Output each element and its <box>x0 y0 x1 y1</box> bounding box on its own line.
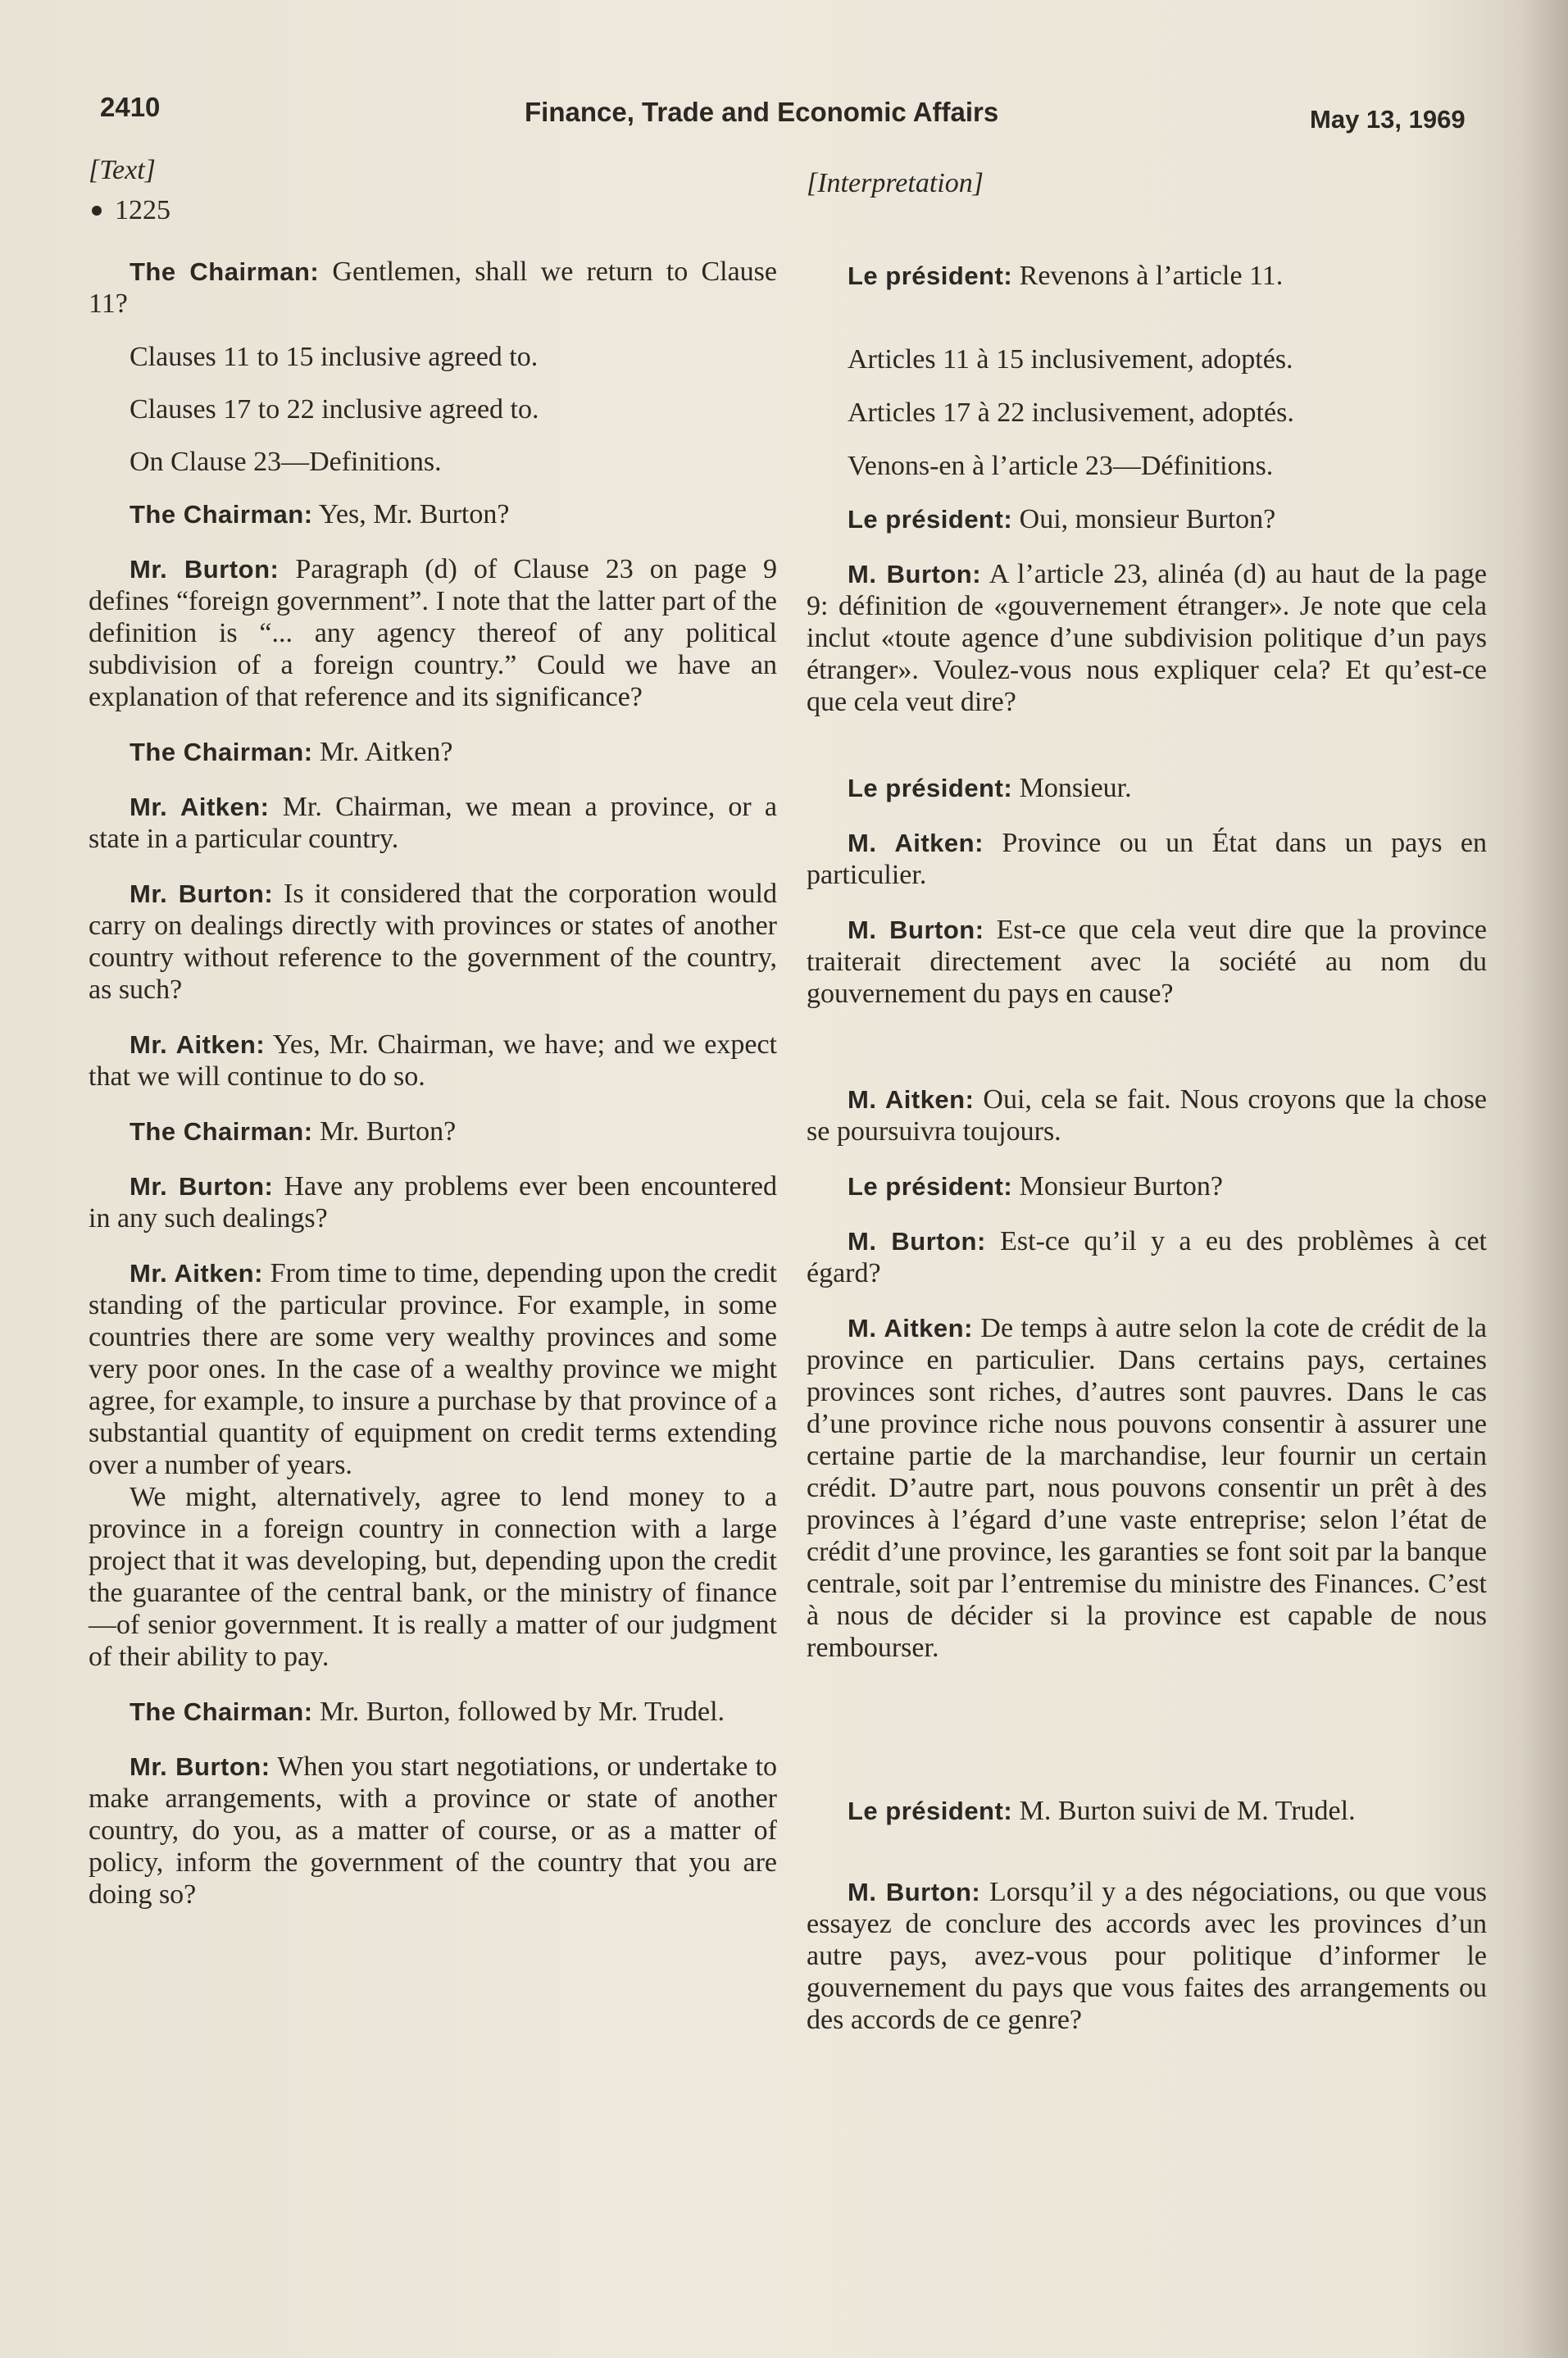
speech-text: Clauses 17 to 22 inclusive agreed to. <box>130 394 539 425</box>
transcript-paragraph <box>807 343 1487 375</box>
transcript-paragraph <box>807 1876 1487 2036</box>
speaker-name: Le président: <box>848 1797 1013 1825</box>
transcript-paragraph <box>89 393 777 425</box>
transcript-paragraph <box>89 1481 777 1673</box>
transcript-paragraph <box>89 446 777 478</box>
speech-text: Mr. Burton? <box>312 1116 457 1147</box>
transcript-paragraph <box>807 1170 1487 1202</box>
speech-text: Oui, monsieur Burton? <box>1012 504 1276 534</box>
speech-text: Est-ce que cela veut dire que la province traiterait directement avec la société au nom du gouvernement du pays en cause? <box>807 915 1487 1009</box>
speaker-name: Le président: <box>848 1172 1013 1201</box>
speaker-name: The Chairman: <box>130 500 313 529</box>
french-column <box>807 154 1487 2036</box>
speaker-name: M. Aitken: <box>848 829 984 857</box>
transcript-paragraph <box>89 256 777 320</box>
speaker-name: The Chairman: <box>130 738 313 766</box>
transcript-paragraph <box>807 1084 1487 1147</box>
transcript-paragraph <box>807 1795 1487 1827</box>
speaker-name: M. Burton: <box>848 1878 981 1906</box>
speaker-name: The Chairman: <box>130 257 320 286</box>
speech-text: A l’article 23, alinéa (d) au haut de la page 9: définition de «gouvernement étranger». Je note que cela inclut «toute agence d’une subdivision politique d’un pays étranger». Voulez-vous nous expliquer cela? Et qu’est-ce que cela veut dire? <box>807 559 1487 717</box>
speech-text: Yes, Mr. Chairman, we have; and we expect that we will continue to do so. <box>89 1029 777 1092</box>
transcript-paragraph <box>807 1225 1487 1289</box>
speech-text: Monsieur Burton? <box>1012 1171 1224 1202</box>
speech-text: We might, alternatively, agree to lend money to a province in a foreign country in connection with a large project that it was developing, but, depending upon the credit the guarantee of the central bank, or the ministry of finance—of senior government. It is really a matter of our judgment of their ability to pay. <box>89 1482 777 1672</box>
speaker-name: Mr. Aitken: <box>130 1030 266 1059</box>
speech-text: Lorsqu’il y a des négociations, ou que vous essayez de conclure des accords avec les provinces d’un autre pays, avez-vous pour politique d’informer le gouvernement du pays que vous faites des arrangements ou des accords de ce genre? <box>807 1877 1487 2035</box>
time-marker-value: 1225 <box>115 195 170 225</box>
speech-text: From time to time, depending upon the credit standing of the particular province. For example, in some countries there are some very wealthy provinces and some very poor ones. In the case of a wealthy province we might agree, for example, to insure a purchase by that province of a substantial quantity of equipment on credit terms extending over a number of years. <box>89 1258 777 1480</box>
transcript-paragraph <box>89 878 777 1006</box>
header-date: May 13, 1969 <box>1310 105 1466 134</box>
speech-text: Articles 11 à 15 inclusivement, adoptés. <box>848 344 1293 375</box>
transcript-paragraph <box>807 1312 1487 1664</box>
speaker-name: M. Burton: <box>848 560 982 588</box>
transcript-paragraph <box>89 791 777 855</box>
speaker-name: The Chairman: <box>130 1117 313 1146</box>
speech-text: Mr. Chairman, we mean a province, or a state in a particular country. <box>89 792 777 854</box>
column-tag-interpretation: [Interpretation] <box>807 168 984 198</box>
speaker-name: Mr. Aitken: <box>130 793 270 821</box>
column-tag-text: [Text] <box>89 155 156 185</box>
page-number: 2410 <box>100 92 161 122</box>
speech-text: Est-ce qu’il y a eu des problèmes à cet égard? <box>807 1226 1487 1288</box>
speaker-name: Le président: <box>848 774 1013 802</box>
transcript-paragraph <box>89 341 777 373</box>
transcript-paragraph <box>89 1696 777 1728</box>
speech-text: Paragraph (d) of Clause 23 on page 9 defines “foreign government”. I note that the latter part of the definition is “... any agency thereof of any political subdivision of a foreign country.” Could we have an explanation of that reference and its significance? <box>89 554 777 712</box>
transcript-paragraph <box>807 772 1487 804</box>
speech-text: Is it considered that the corporation would carry on dealings directly with provinces or states of another country without reference to the government of the country, as such? <box>89 879 777 1005</box>
transcript-paragraph <box>807 914 1487 1010</box>
speech-text: When you start negotiations, or undertake to make arrangements, with a province or state of another country, do you, as a matter of course, or as a matter of policy, inform the government of the country that you are doing so? <box>89 1751 777 1910</box>
speaker-name: M. Burton: <box>848 915 984 944</box>
speech-text: Articles 17 à 22 inclusivement, adoptés. <box>848 398 1294 428</box>
transcript-paragraph <box>807 397 1487 429</box>
transcript-paragraph <box>89 1170 777 1234</box>
speaker-name: The Chairman: <box>130 1697 313 1726</box>
speaker-name: Le président: <box>848 261 1013 290</box>
speech-text: Yes, Mr. Burton? <box>312 499 510 529</box>
transcript-paragraph <box>89 1257 777 1481</box>
transcript-paragraph <box>89 498 777 530</box>
transcript-paragraph <box>807 450 1487 482</box>
speaker-name: M. Aitken: <box>848 1085 975 1114</box>
speaker-name: M. Aitken: <box>848 1314 973 1343</box>
speech-text: Revenons à l’article 11. <box>1012 261 1284 291</box>
transcript-paragraph <box>89 1115 777 1147</box>
running-header <box>0 92 1568 141</box>
transcript-paragraph <box>807 260 1487 292</box>
speaker-name: Mr. Aitken: <box>130 1259 263 1288</box>
speech-text: On Clause 23—Definitions. <box>130 447 442 477</box>
speech-text: De temps à autre selon la cote de crédit de la province en particulier. Dans certains pays, certaines provinces sont riches, d’autres sont pauvres. Dans le cas d’une province riche nous pouvons consentir à assurer une certaine partie de la marchandise, leur fournir un certain crédit. D’autre part, nous pouvons consentir un prêt à des provinces à l’égard d’une vaste entreprise; selon l’état de crédit d’une province, les garanties se font soit par la banque centrale, soit par l’entremise du ministre des Finances. C’est à nous de décider si la province est capable de nous rembourser. <box>807 1313 1487 1663</box>
speech-text: Gentlemen, shall we return to Clause 11? <box>89 257 777 319</box>
transcript-paragraph <box>807 558 1487 718</box>
speech-text: Mr. Aitken? <box>312 737 453 767</box>
speech-text: Oui, cela se fait. Nous croyons que la chose se poursuivra toujours. <box>807 1084 1487 1147</box>
transcript-paragraph <box>807 503 1487 535</box>
speech-text: Clauses 11 to 15 inclusive agreed to. <box>130 342 539 372</box>
speech-text: Province ou un État dans un pays en particulier. <box>807 828 1487 890</box>
speech-text: Monsieur. <box>1012 773 1132 803</box>
time-marker <box>89 194 777 226</box>
transcript-paragraph <box>89 1029 777 1093</box>
speaker-name: Mr. Burton: <box>130 879 274 908</box>
speaker-name: Mr. Burton: <box>130 1752 270 1781</box>
speaker-name: Le président: <box>848 505 1013 534</box>
transcript-paragraph <box>89 1751 777 1910</box>
english-column <box>89 154 777 1910</box>
running-title: Finance, Trade and Economic Affairs <box>525 97 999 127</box>
speech-text: M. Burton suivi de M. Trudel. <box>1012 1796 1356 1826</box>
speech-text: Mr. Burton, followed by Mr. Trudel. <box>312 1697 725 1727</box>
bullet-icon <box>92 206 102 216</box>
speech-text: Have any problems ever been encountered in any such dealings? <box>89 1171 777 1234</box>
speaker-name: Mr. Burton: <box>130 555 280 584</box>
transcript-paragraph <box>807 827 1487 891</box>
speaker-name: M. Burton: <box>848 1227 986 1256</box>
speaker-name: Mr. Burton: <box>130 1172 274 1201</box>
transcript-paragraph <box>89 736 777 768</box>
speech-text: Venons-en à l’article 23—Définitions. <box>848 451 1274 481</box>
transcript-paragraph <box>89 553 777 713</box>
